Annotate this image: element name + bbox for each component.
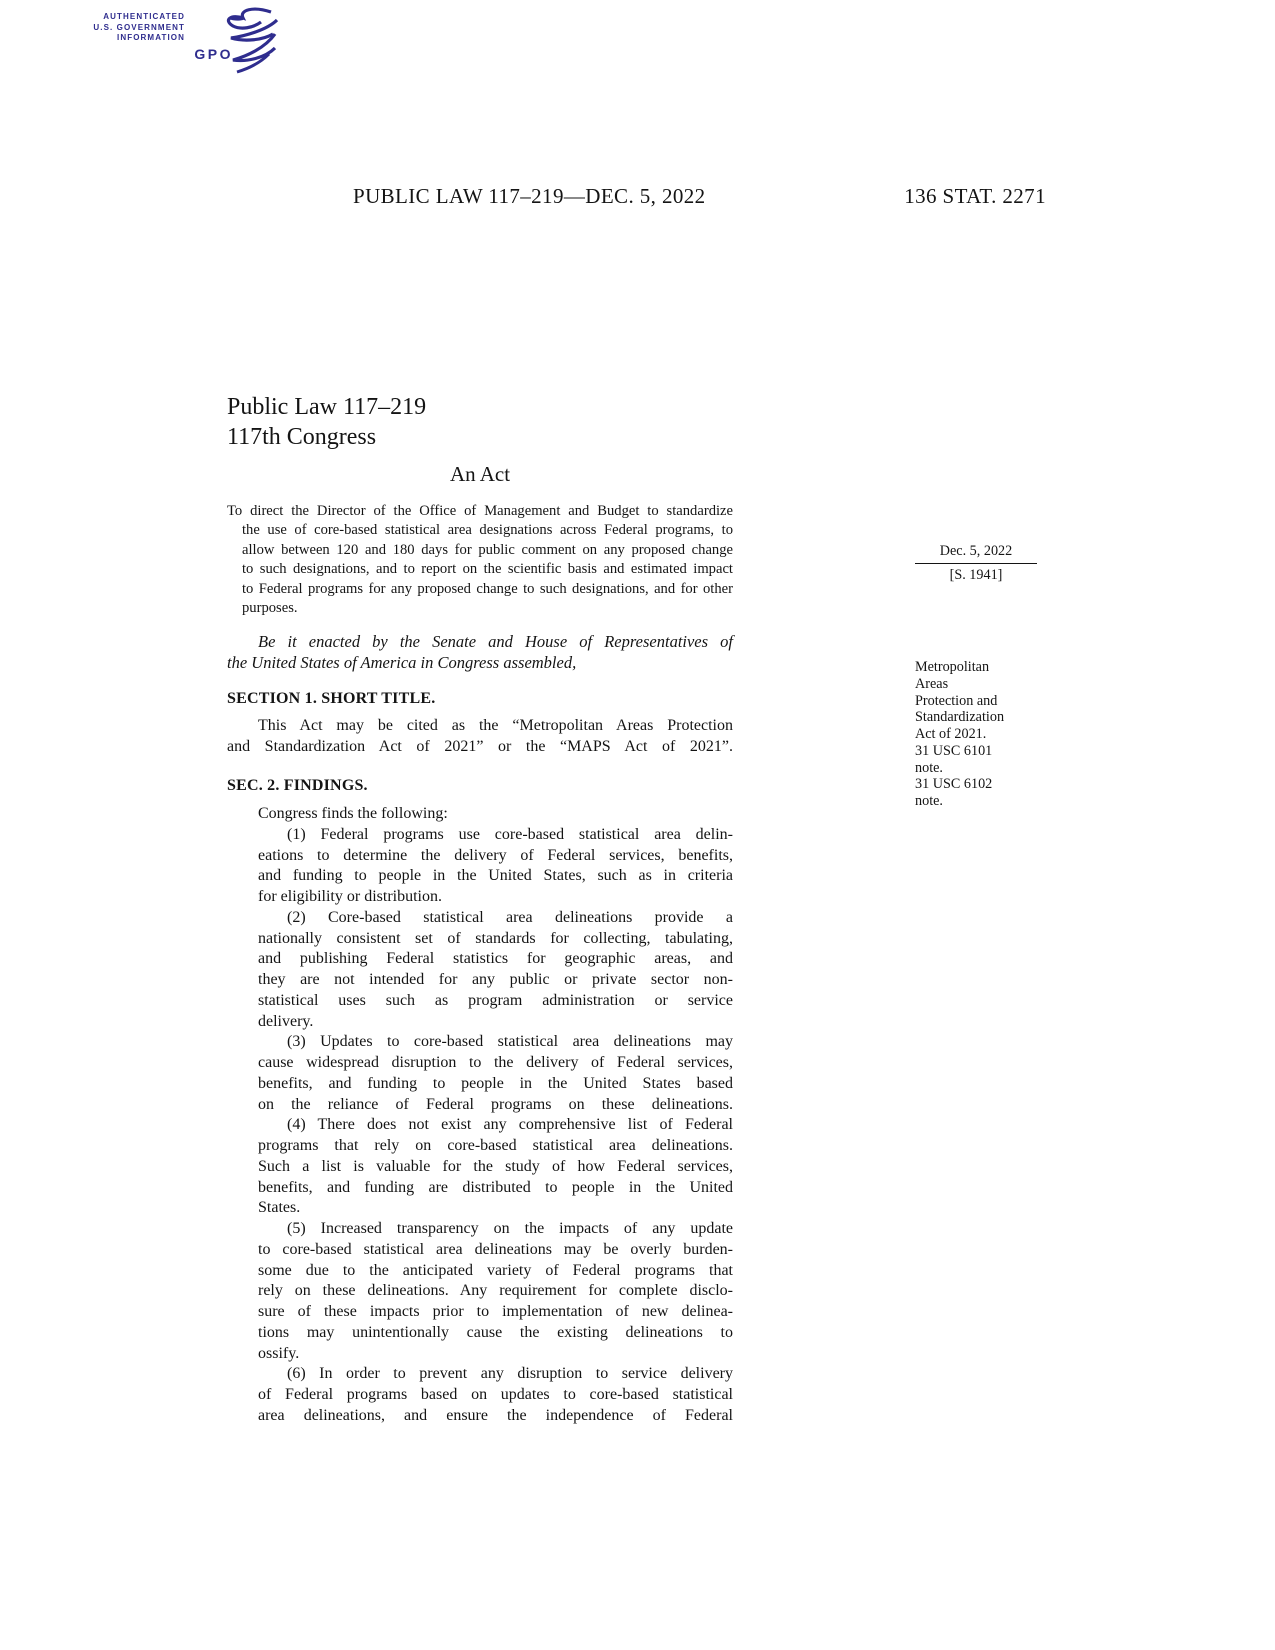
preamble-text: To direct the Director of the Office of Management and Budget to standardize the use of core-based statistical area designations across Federal programs, to allow between 120 and 180 days for public comment on any proposed change to such designations, and to report on the scientific basis and estimated impact to Federal programs for any proposed change to such designations, and for other purposes. (227, 503, 733, 617)
findings-list (258, 825, 733, 1427)
finding-5: (5) Increased transparency on the impacts of any update to core-based statistical area delineations may be overly burden- some due to the anticipated variety of Federal programs that rely on these delineations. Any requirement for complete disclo- sure of these impacts prior to implementation of new delinea- tions may unintentionally cause the existing delineations to ossify. (258, 1220, 733, 1362)
finding-1: (1) Federal programs use core-based statistical area delin- eations to determine the delivery of Federal services, benefits, and funding to people in the United States, such as in criteria for eligibility or distribution. (258, 825, 733, 905)
running-header-stat-page: 136 STAT. 2271 (904, 184, 1046, 208)
congress-title: 117th Congress (227, 424, 377, 450)
section-2-heading: SEC. 2. FINDINGS. (227, 777, 368, 794)
gpo-authentication-seal (55, 10, 233, 70)
section-1-paragraph: This Act may be cited as the “Metropolitan Areas Protection and Standardization Act of 2021” or the “MAPS Act of 2021”. (227, 717, 733, 755)
enacting-clause: Be it enacted by the Senate and House of Representatives of the United States of America in Congress assembled, (227, 632, 733, 672)
finding-4: (4) There does not exist any comprehensive list of Federal programs that rely on core-based statistical area delineations. Such a list is valuable for the study of how Federal services, benefits, and funding are distributed to people in the United States. (258, 1116, 733, 1217)
section-1-heading: SECTION 1. SHORT TITLE. (227, 690, 436, 707)
gpo-seal-line-2: U.S. GOVERNMENT (93, 22, 185, 32)
margin-note-findings: 31 USC 6102 note. (915, 776, 993, 809)
margin-note-short-title: Metropolitan Areas Protection and Standardization Act of 2021. 31 USC 6101 note. (915, 659, 1005, 776)
finding-2: (2) Core-based statistical area delineations provide a nationally consistent set of standards for collecting, tabulating, and publishing Federal statistics for geographic areas, and they are not intended for any public or private sector non- statistical uses such as program administration or service delivery. (258, 908, 733, 1030)
findings-intro: Congress finds the following: (258, 805, 448, 822)
margin-note-date-block (915, 543, 1037, 584)
an-act-heading: An Act (449, 462, 511, 486)
gpo-eagle-icon (183, 6, 283, 79)
running-header-law-line: PUBLIC LAW 117–219—DEC. 5, 2022 (353, 184, 706, 208)
gpo-seal-text (55, 12, 185, 44)
finding-6: (6) In order to prevent any disruption to service delivery of Federal programs based on updates to core-based statistical area delineations, and ensure the independence of Federal (258, 1365, 733, 1424)
law-number-title: Public Law 117–219 (227, 394, 427, 420)
gpo-seal-line-1: AUTHENTICATED (103, 12, 185, 21)
findings-block (227, 804, 733, 1427)
gpo-wordmark: GPO (194, 46, 233, 62)
margin-note-date: Dec. 5, 2022 (939, 543, 1013, 559)
finding-3: (3) Updates to core-based statistical area delineations may cause widespread disruption to the delivery of Federal services, benefits, and funding to people in the United States based on the reliance of Federal programs on these delineations. (258, 1033, 733, 1113)
gpo-seal-line-3: INFORMATION (117, 33, 185, 42)
margin-note-rule (915, 563, 1037, 564)
margin-note-bill-number: [S. 1941] (949, 566, 1003, 583)
